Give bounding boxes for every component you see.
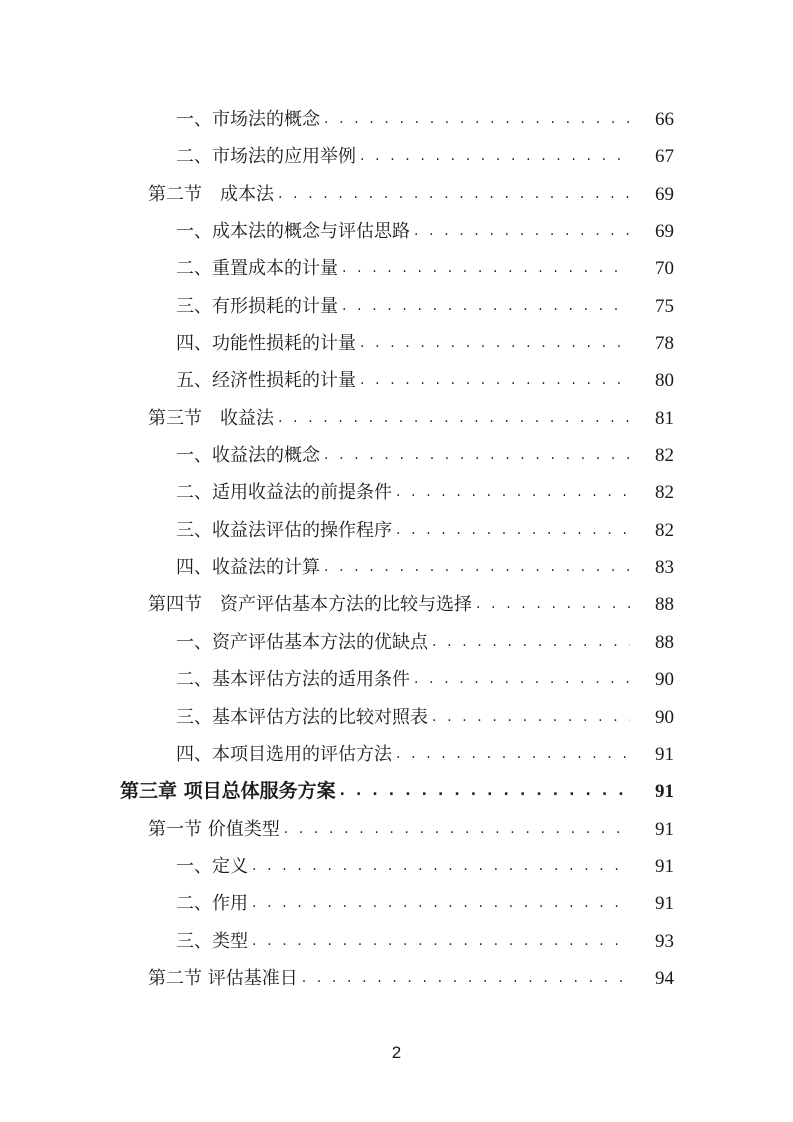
toc-section-entry[interactable] (0, 586, 793, 623)
toc-entry-page-number: 90 (655, 669, 674, 691)
toc-section-entry[interactable] (0, 176, 793, 213)
toc-entry-page-number: 80 (655, 370, 674, 392)
toc-dot-leader (414, 213, 630, 250)
toc-entry-page-number: 82 (655, 482, 674, 504)
toc-dot-leader (476, 586, 630, 623)
toc-entry-page-number: 82 (655, 445, 674, 467)
toc-entry-label: 第二节 评估基准日 (148, 967, 298, 989)
toc-entry-page-number: 82 (655, 519, 674, 541)
toc-dot-leader (252, 885, 630, 922)
toc-subsection-entry[interactable] (0, 699, 793, 736)
toc-subsection-entry[interactable] (0, 288, 793, 325)
toc-subsection-entry[interactable] (0, 923, 793, 960)
toc-subsection-entry[interactable] (0, 138, 793, 175)
toc-subsection-entry[interactable] (0, 885, 793, 922)
toc-subsection-entry[interactable] (0, 848, 793, 885)
toc-entry-label: 一、资产评估基本方法的优缺点 (176, 631, 428, 653)
toc-dot-leader (432, 624, 630, 661)
toc-entry-label: 三、收益法评估的操作程序 (176, 519, 392, 541)
toc-entry-page-number: 69 (655, 221, 674, 243)
toc-entry-label: 四、功能性损耗的计量 (176, 333, 356, 355)
toc-section-entry[interactable] (0, 960, 793, 997)
toc-entry-page-number: 75 (655, 295, 674, 317)
toc-entry-label: 第一节 价值类型 (148, 818, 280, 840)
toc-entry-label: 二、市场法的应用举例 (176, 146, 356, 168)
toc-entry-page-number: 88 (655, 594, 674, 616)
toc-dot-leader (252, 923, 630, 960)
toc-subsection-entry[interactable] (0, 213, 793, 250)
toc-subsection-entry[interactable] (0, 362, 793, 399)
toc-entry-label: 四、收益法的计算 (176, 557, 320, 579)
toc-entry-label: 一、收益法的概念 (176, 445, 320, 467)
toc-entry-page-number: 81 (655, 407, 674, 429)
toc-dot-leader (414, 661, 630, 698)
toc-entry-page-number: 66 (655, 109, 674, 130)
toc-dot-leader (342, 288, 630, 325)
table-of-contents (0, 101, 793, 997)
toc-entry-page-number: 83 (655, 557, 674, 579)
toc-entry-label: 第四节 资产评估基本方法的比较与选择 (148, 594, 472, 616)
toc-entry-label: 三、基本评估方法的比较对照表 (176, 706, 428, 728)
toc-dot-leader (284, 811, 630, 848)
toc-section-entry[interactable] (0, 811, 793, 848)
toc-entry-page-number: 91 (655, 743, 674, 765)
toc-entry-label: 三、类型 (176, 930, 248, 952)
toc-entry-label: 第二节 成本法 (148, 183, 274, 205)
toc-entry-page-number: 91 (655, 781, 674, 803)
toc-dot-leader (302, 960, 630, 997)
toc-dot-leader (278, 400, 630, 437)
toc-subsection-entry[interactable] (0, 250, 793, 287)
toc-entry-page-number: 90 (655, 706, 674, 728)
toc-dot-leader (360, 138, 630, 175)
toc-subsection-entry[interactable] (0, 512, 793, 549)
toc-subsection-entry[interactable] (0, 624, 793, 661)
toc-subsection-entry[interactable] (0, 101, 793, 138)
toc-dot-leader (252, 848, 630, 885)
toc-section-entry[interactable] (0, 400, 793, 437)
toc-entry-page-number: 91 (655, 855, 674, 877)
toc-entry-page-number: 94 (655, 967, 674, 989)
toc-subsection-entry[interactable] (0, 474, 793, 511)
toc-dot-leader (324, 437, 630, 474)
toc-entry-page-number: 91 (655, 893, 674, 915)
toc-subsection-entry[interactable] (0, 661, 793, 698)
toc-entry-page-number: 69 (655, 183, 674, 205)
toc-entry-label: 五、经济性损耗的计量 (176, 370, 356, 392)
toc-entry-label: 一、市场法的概念 (176, 109, 320, 130)
toc-entry-page-number: 88 (655, 631, 674, 653)
toc-dot-leader (396, 474, 630, 511)
toc-dot-leader (324, 549, 630, 586)
toc-dot-leader (396, 512, 630, 549)
toc-dot-leader (396, 736, 630, 773)
toc-entry-label: 三、有形损耗的计量 (176, 295, 338, 317)
toc-dot-leader (324, 101, 630, 138)
page-number: 2 (391, 1043, 402, 1062)
toc-dot-leader (342, 250, 630, 287)
toc-dot-leader (340, 773, 630, 810)
toc-entry-page-number: 91 (655, 818, 674, 840)
toc-subsection-entry[interactable] (0, 549, 793, 586)
toc-entry-label: 二、作用 (176, 893, 248, 915)
toc-entry-label: 二、基本评估方法的适用条件 (176, 669, 410, 691)
toc-entry-label: 四、本项目选用的评估方法 (176, 743, 392, 765)
toc-subsection-entry[interactable] (0, 437, 793, 474)
toc-entry-page-number: 78 (655, 333, 674, 355)
toc-dot-leader (360, 362, 630, 399)
toc-entry-label: 一、成本法的概念与评估思路 (176, 221, 410, 243)
toc-dot-leader (278, 176, 630, 213)
toc-dot-leader (432, 699, 630, 736)
toc-entry-label: 二、适用收益法的前提条件 (176, 482, 392, 504)
toc-subsection-entry[interactable] (0, 736, 793, 773)
toc-entry-page-number: 67 (655, 146, 674, 168)
toc-entry-label: 第三节 收益法 (148, 407, 274, 429)
toc-chapter-entry[interactable] (0, 773, 793, 810)
toc-entry-label: 第三章 项目总体服务方案 (120, 780, 336, 803)
toc-entry-label: 二、重置成本的计量 (176, 258, 338, 280)
toc-subsection-entry[interactable] (0, 325, 793, 362)
toc-entry-page-number: 93 (655, 930, 674, 952)
toc-dot-leader (360, 325, 630, 362)
toc-entry-label: 一、定义 (176, 855, 248, 877)
toc-entry-page-number: 70 (655, 258, 674, 280)
